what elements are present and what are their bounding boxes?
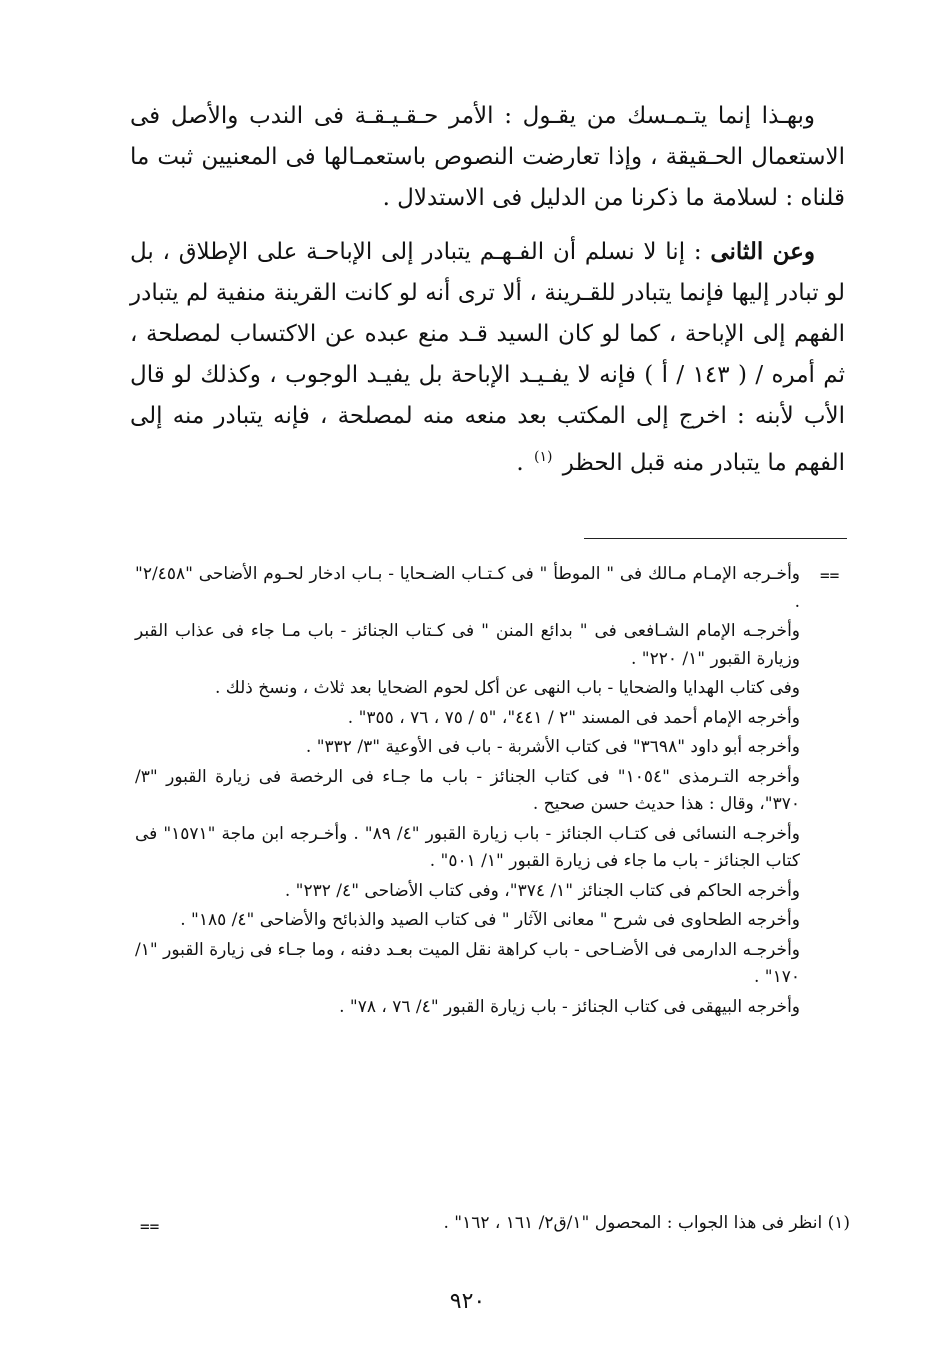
footnote-item: وأخرجه الحاكم فى كتاب الجنائز "١/ ٣٧٤"، وفى كتاب الأضاحى "٤/ ٢٣٢" . xyxy=(284,880,800,901)
continuation-marker-end: == xyxy=(140,1217,160,1236)
footnote-item: وأخرجـه الدارمى فى الأضـاحى - باب كراهة نقل الميت بعـد دفنه ، وما جـاء فى زيارة القبور "١/ ١٧٠" . xyxy=(135,939,800,987)
footnote-1-marker: (١) xyxy=(827,1213,850,1233)
paragraph-2-lead: وعن الثانى xyxy=(710,238,816,265)
paragraph-2-end: . xyxy=(516,450,531,476)
page-number: ٩٢٠ xyxy=(449,1289,486,1314)
footnote-item: وفى كتاب الهدايا والضحايا - باب النهى عن أكل لحوم الضحايا بعد ثلاث ، ونسخ ذلك . xyxy=(214,678,800,698)
footnote-divider xyxy=(584,538,847,539)
footnote-item: وأخرجه الطحاوى فى شرح " معانى الآثار " فى كتاب الصيد والذبائح والأضاحى "٤/ ١٨٥" . xyxy=(180,910,800,930)
footnote-item: وأخرجـه النسائى فى كتـاب الجنائز - باب زيارة القبور "٤/ ٨٩" . وأخـرجه ابن ماجة "١٥٧١" فى كتاب الجنائز - باب ما جاء فى زيارة القبور "١/ ٥٠١" . xyxy=(135,823,800,871)
paragraph-2-body: : إنا لا نسلم أن الفـهـم يتبادر إلى الإباحـة على الإطلاق ، بل لو تبادر إليها فإنما يتبادر للقـرينة ، ألا ترى أنه لو كانت القرينة منفية لم يتبادر الفهم إلى الإباحة ، كما لو كان السيد قـد منع عبده عن الاكتساب لمصلحة ، ثم أمره / ( ١٤٣ / أ ) فإنه لا يفـيـد الإباحة بل يفيـد الوجوب ، وكذلك لو قال الأب لأبنه : اخرج إلى المكتب بعد منعه منه لمصلحة ، فإنه يتبادر منه إلى الفهم ما يتبادر منه قبل الحظر xyxy=(130,239,845,476)
footnote-item: وأخرجه الإمام أحمد فى المسند "٢ / ٤٤١"، "٥ / ٧٥ ، ٧٦ ، ٣٥٥" . xyxy=(347,707,800,728)
footnote-item: وأخـرجه الإمـام مـالك فى " الموطأ " فى كـتـاب الضـحايا - بـاب ادخار لحـوم الأضاحى "٢/٤٥٨" . xyxy=(135,564,800,612)
footnote-1 xyxy=(240,1209,850,1237)
paragraph-1: وبهـذا إنما يتـمـسك من يقـول : الأمر حـقـيـقـة فى الندب والأصل فى الاستعمال الحـقيقة ، وإذا تعارضت النصوص باستعمـالها فى المعنيين ثبت ما قلناه : لسلامة ما ذكرنا من الدليل فى الاستدلال . xyxy=(130,103,845,211)
footnote-item: وأخرجه البيهقى فى كتاب الجنائز - باب زيارة القبور "٤/ ٧٦ ، ٧٨" . xyxy=(339,996,800,1017)
footnote-ref-1[interactable]: (١) xyxy=(534,449,553,465)
footnotes xyxy=(135,561,800,1023)
footnote-item: وأخرجـه الإمام الشـافعى فى " بدائع المنن " فى كـتاب الجنائز - باب مـا جاء فى عذاب القبر وزيارة القبور "١/ ٢٢٠" . xyxy=(135,621,800,669)
footnote-item: وأخرجه التـرمذى "١٠٥٤" فى كتاب الجنائز - باب ما جـاء فى الرخصة فى زيارة القبور "٣/ ٣٧٠"، وقال : هذا حديث حسن صحيح . xyxy=(135,766,800,814)
paragraph-2 xyxy=(130,231,845,484)
continuation-marker-start: == xyxy=(820,566,840,585)
main-text xyxy=(130,96,845,496)
footnote-item: وأخرجه أبو داود "٣٦٩٨" فى كتاب الأشربة - باب فى الأوعية "٣/ ٣٣٢" . xyxy=(305,737,800,757)
footnote-1-text: انظر فى هذا الجواب : المحصول "١/ق٢/ ١٦١ ، ١٦٢" . xyxy=(443,1213,828,1233)
